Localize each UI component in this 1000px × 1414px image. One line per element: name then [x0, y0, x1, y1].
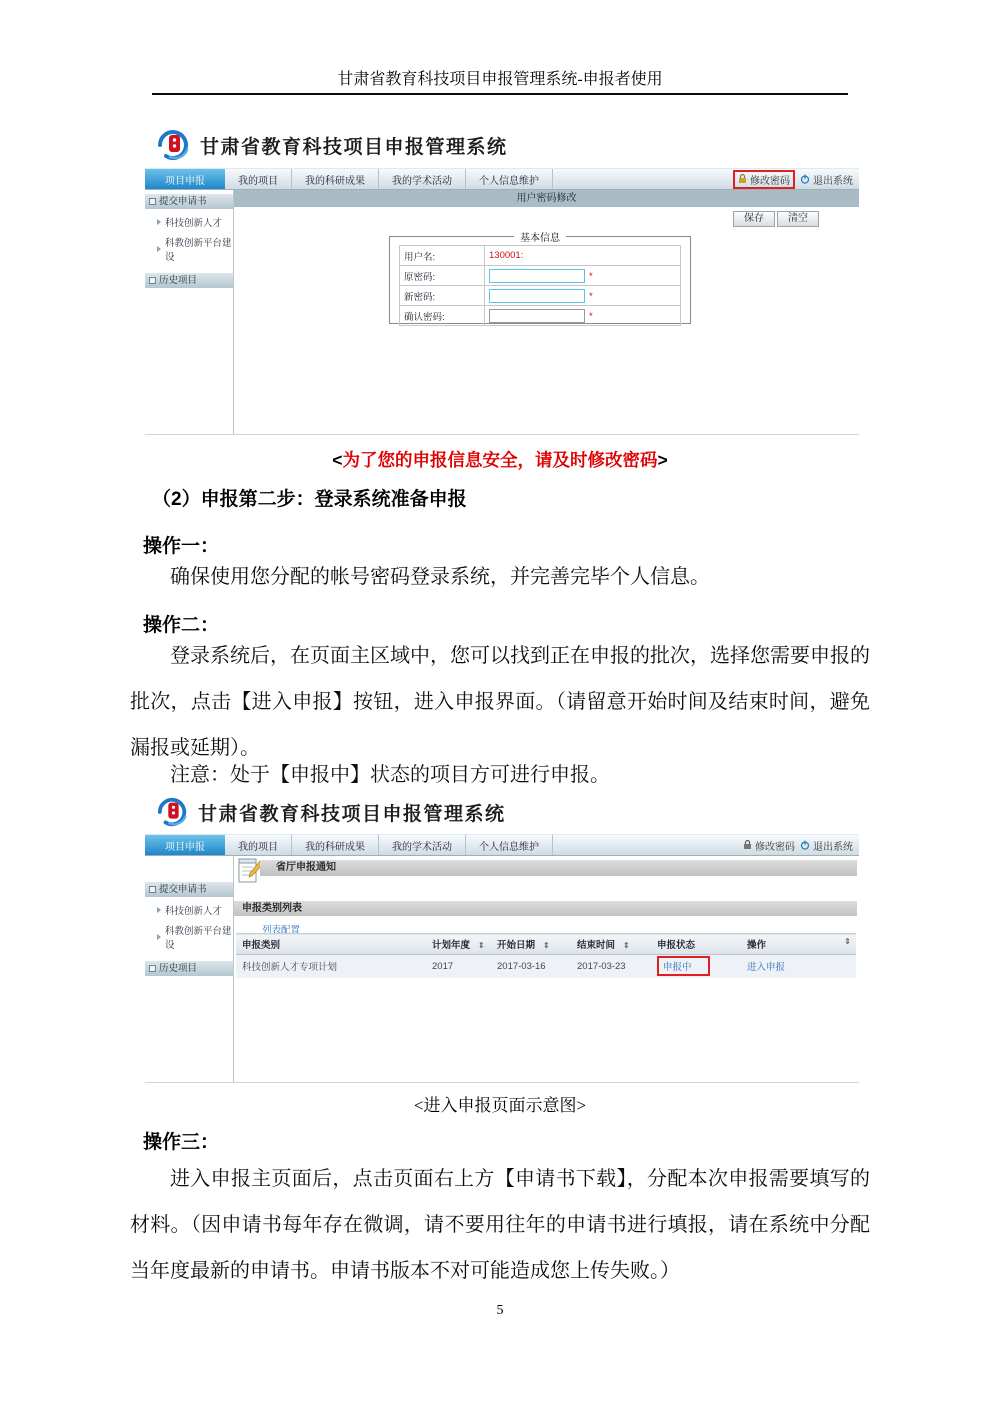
- sidebar-group-submit[interactable]: [145, 194, 233, 209]
- step2-heading: 操作二：: [143, 615, 220, 636]
- arrow-icon: [157, 934, 161, 940]
- sidebar-group-submit-label: 提交申请书: [159, 196, 207, 207]
- step1-paragraph: 确保使用您分配的帐号密码登录系统，并完善完毕个人信息。: [170, 566, 710, 588]
- power-icon: [800, 840, 810, 850]
- lock-icon: [738, 174, 747, 184]
- batch-table: [236, 933, 856, 978]
- square-icon: [149, 198, 156, 205]
- app-logo-strip: [145, 122, 859, 168]
- old-password-label: 原密码:: [400, 266, 485, 286]
- sort-icon[interactable]: ⇕: [543, 941, 550, 950]
- square-icon: [149, 277, 156, 284]
- tab-my-projects[interactable]: 我的项目: [225, 169, 292, 189]
- col-end-date[interactable]: 结束时间 ⇕: [577, 940, 630, 951]
- sort-icon[interactable]: ⇕: [478, 941, 485, 950]
- basic-info-fieldset: [389, 229, 691, 324]
- sidebar-item-talent[interactable]: [145, 897, 233, 917]
- batch-table-row: [236, 955, 856, 978]
- enter-apply-link[interactable]: 进入申报: [747, 962, 786, 974]
- required-asterisk: *: [589, 270, 593, 282]
- tab-my-academic[interactable]: 我的学术活动: [379, 835, 466, 855]
- table-row: [400, 266, 681, 286]
- sidebar-group-submit[interactable]: [145, 882, 233, 897]
- square-icon: [149, 886, 156, 893]
- main-nav: [145, 168, 859, 190]
- arrow-icon: [157, 907, 161, 913]
- app-logo-strip: [145, 790, 859, 834]
- sort-icon[interactable]: ⇕: [623, 941, 630, 950]
- col-plan-year[interactable]: 计划年度 ⇕: [432, 940, 485, 951]
- list-config-link[interactable]: 列表配置: [262, 925, 301, 936]
- security-caption: [0, 447, 1000, 472]
- sidebar-item-platform[interactable]: [145, 917, 233, 951]
- screenshot-batch-list: [145, 790, 859, 1078]
- tab-my-research[interactable]: 我的科研成果: [292, 835, 379, 855]
- save-button[interactable]: 保存: [733, 211, 775, 227]
- cell-plan-year: 2017: [432, 960, 454, 972]
- sidebar-item-platform[interactable]: [145, 229, 233, 263]
- tab-profile[interactable]: 个人信息维护: [466, 169, 553, 189]
- notice-bar-title: 省厅申报通知: [260, 860, 857, 876]
- header-divider: [152, 93, 848, 95]
- logout-label: 退出系统: [813, 175, 853, 187]
- app-logo-icon: [155, 128, 193, 162]
- square-icon: [149, 965, 156, 972]
- batch-main-panel: [234, 856, 859, 1082]
- app-logo-title: 甘肃省教育科技项目申报管理系统: [198, 803, 506, 825]
- change-password-button[interactable]: [743, 838, 795, 853]
- confirm-password-input[interactable]: [489, 309, 585, 323]
- tab-project-apply[interactable]: 项目申报: [145, 835, 225, 855]
- cell-start-date: 2017-03-16: [497, 960, 546, 972]
- change-password-button[interactable]: [733, 170, 795, 189]
- document-header-title: 甘肃省教育科技项目申报管理系统-申报者使用: [337, 71, 663, 88]
- arrow-icon: [157, 219, 161, 225]
- app-body: [145, 856, 859, 1083]
- sidebar: [145, 856, 234, 1082]
- nav-spacer: [553, 835, 743, 855]
- app-logo-icon: [155, 796, 191, 828]
- figure2-caption: <进入申报页面示意图>: [413, 1096, 587, 1115]
- arrow-icon: [157, 246, 161, 252]
- old-password-input[interactable]: [489, 269, 585, 283]
- username-label: 用户名:: [400, 246, 485, 266]
- caption-bracket: <: [332, 450, 343, 470]
- col-start-date[interactable]: 开始日期 ⇕: [497, 940, 550, 951]
- sidebar: [145, 190, 234, 434]
- sidebar-group-history[interactable]: [145, 273, 233, 288]
- sidebar-group-history[interactable]: [145, 961, 233, 976]
- batch-table-header-row: [236, 934, 856, 955]
- password-form-table: [399, 245, 681, 326]
- password-main-panel: [234, 190, 859, 434]
- power-icon: [800, 174, 810, 184]
- col-status[interactable]: 申报状态: [657, 940, 696, 951]
- step1-heading: 操作一：: [143, 536, 220, 557]
- sidebar-group-submit-label: 提交申请书: [159, 884, 207, 895]
- screenshot-password-change: [145, 122, 859, 432]
- cell-category: 科技创新人才专项计划: [242, 962, 338, 974]
- sidebar-item-talent[interactable]: [145, 209, 233, 229]
- nav-right-controls: [743, 835, 859, 855]
- status-badge: 申报中: [657, 956, 710, 976]
- step3-heading: 操作三：: [143, 1132, 220, 1153]
- app-logo-title: 甘肃省教育科技项目申报管理系统: [200, 136, 508, 158]
- logout-button[interactable]: [800, 838, 853, 853]
- caption-text: 为了您的申报信息安全，请及时修改密码: [342, 450, 658, 470]
- tab-my-projects[interactable]: 我的项目: [225, 835, 292, 855]
- username-value: 130001:: [489, 250, 524, 261]
- app-body: [145, 190, 859, 435]
- page-number: 5: [496, 1303, 504, 1318]
- logout-label: 退出系统: [813, 841, 853, 853]
- tab-profile[interactable]: 个人信息维护: [466, 835, 553, 855]
- table-row: [400, 286, 681, 306]
- logout-button[interactable]: [800, 172, 853, 187]
- sidebar-group-history-label: 历史项目: [159, 275, 198, 286]
- main-nav: [145, 834, 859, 856]
- nav-spacer: [553, 169, 733, 189]
- tab-my-academic[interactable]: 我的学术活动: [379, 169, 466, 189]
- table-row: [400, 246, 681, 266]
- cell-status: [651, 955, 741, 978]
- basic-info-legend: 基本信息: [520, 233, 560, 244]
- required-asterisk: *: [589, 290, 593, 302]
- cell-action: [741, 955, 856, 978]
- confirm-password-label: 确认密码:: [400, 306, 485, 326]
- caption-bracket: >: [657, 450, 668, 470]
- panel-title: 用户密码修改: [234, 190, 859, 207]
- tab-my-research[interactable]: 我的科研成果: [292, 169, 379, 189]
- tab-project-apply[interactable]: 项目申报: [145, 169, 225, 189]
- lock-icon: [743, 840, 752, 850]
- batch-list-title: 申报类别列表: [234, 901, 857, 916]
- required-asterisk: *: [589, 310, 593, 322]
- step3-paragraph: 进入申报主页面后，点击页面右上方【申请书下载】，分配本次申报需要填写的材料。（因申请书每年存在微调，请不要用往年的申请书进行填报，请在系统中分配当年度最新的申请书。申请书版本不对可能造成您上传失败。）: [130, 1168, 870, 1282]
- new-password-label: 新密码:: [400, 286, 485, 306]
- change-password-label: 修改密码: [755, 841, 795, 853]
- table-row: [400, 306, 681, 326]
- change-password-label: 修改密码: [750, 175, 790, 187]
- col-action[interactable]: 操作 ⇕: [747, 937, 851, 951]
- sidebar-item-platform-label: 科教创新平台建设: [165, 926, 232, 951]
- col-category[interactable]: 申报类别: [242, 940, 281, 951]
- nav-right-controls: [733, 169, 859, 189]
- step2-paragraph: 登录系统后，在页面主区域中，您可以找到正在申报的批次，选择您需要申报的批次，点击【进入申报】按钮，进入申报界面。（请留意开始时间及结束时间，避免漏报或延期）。: [130, 645, 870, 759]
- section-heading: （2）申报第二步：登录系统准备申报: [152, 489, 467, 510]
- sidebar-group-history-label: 历史项目: [159, 963, 198, 974]
- clear-button[interactable]: 清空: [777, 211, 819, 227]
- sidebar-item-talent-label: 科技创新人才: [165, 218, 223, 229]
- sort-icon[interactable]: ⇕: [844, 937, 851, 946]
- sidebar-item-platform-label: 科教创新平台建设: [165, 238, 232, 263]
- cell-end-date: 2017-03-23: [577, 960, 626, 972]
- step2-note: 注意：处于【申报中】状态的项目方可进行申报。: [170, 764, 610, 786]
- sidebar-item-talent-label: 科技创新人才: [165, 906, 223, 917]
- new-password-input[interactable]: [489, 289, 585, 303]
